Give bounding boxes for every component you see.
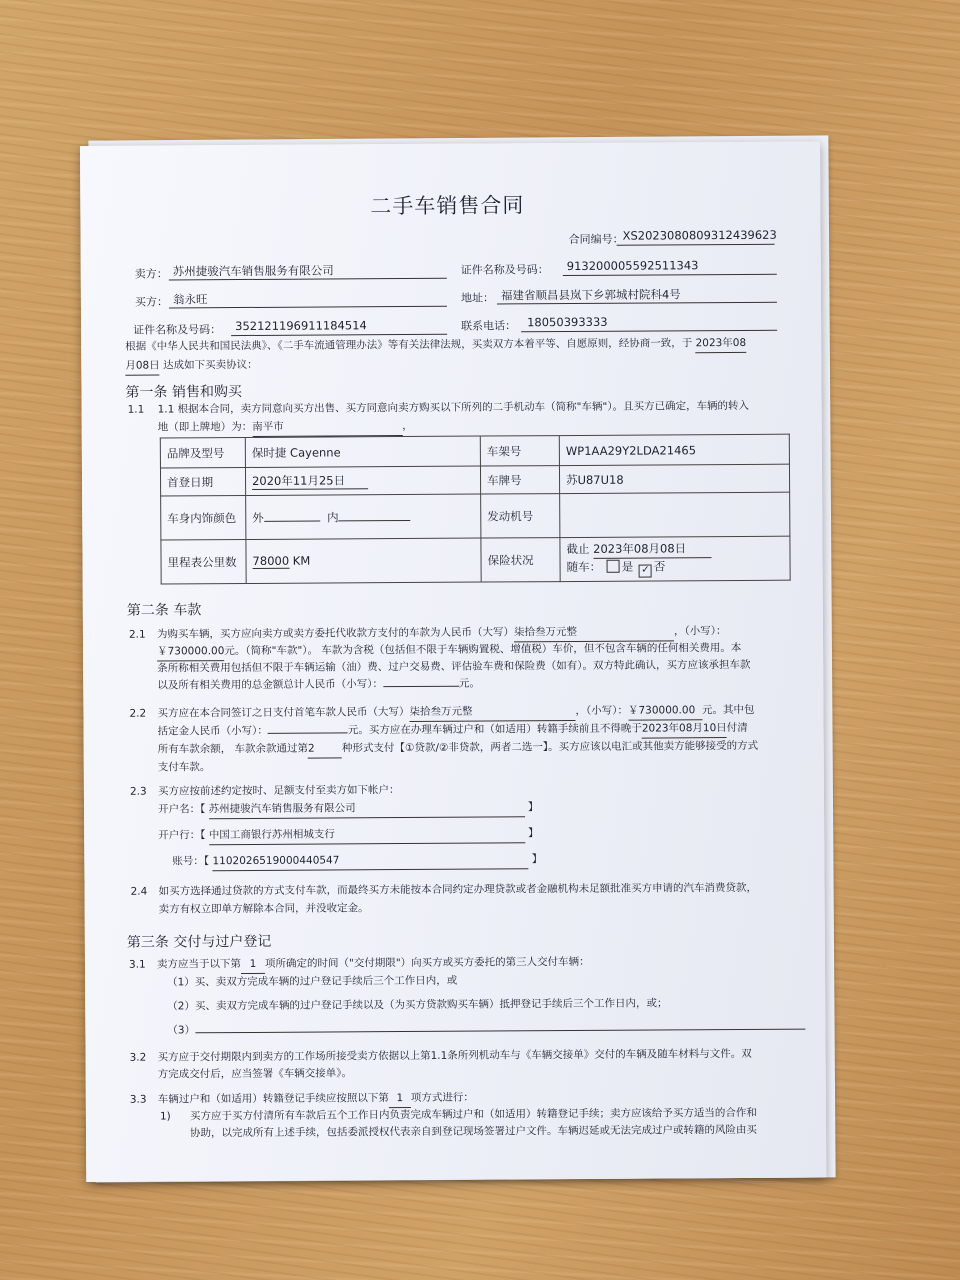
first-payment-cn: 柒拾叁万元整	[409, 703, 575, 722]
clause-2-2-line1: 买方应在本合同签订之日支付首笔车款人民币（大写）柒拾叁万元整 ，（小写）：￥730000.00 元。其中包	[157, 702, 754, 724]
clause-3-2-number: 3.2	[129, 1051, 147, 1064]
seller-cert-label: 证件名称及号码：	[460, 263, 549, 277]
article-2-heading: 第二条 车款	[126, 602, 202, 619]
brand-label: 品牌及型号	[160, 437, 245, 468]
reg-date-cell	[245, 466, 480, 495]
reg-date-value: 2020年11月25日	[252, 472, 368, 490]
buyer-label: 买方：	[134, 295, 168, 309]
article-3-heading: 第三条 交付与过户登记	[126, 933, 272, 951]
clause-2-1-line2: ￥730000.00元。（简称"车款"）。 车款为含税（包括但不限于车辆购置税、增值税）车价，但不包含车辆的任何相关费用。本	[157, 640, 741, 662]
buyer-value: 翁永旺	[172, 292, 208, 307]
delivery-option-3: （3）	[167, 1019, 805, 1040]
clause-3-1-number: 3.1	[128, 958, 146, 971]
with-car-yes-label: 是	[621, 559, 634, 574]
clause-3-2-line2: 方完成交付后，应当签署《车辆交接单》。	[157, 1067, 352, 1081]
buyer-cert-value: 352121196911184514	[235, 318, 367, 334]
clause-3-3-sub-line2: 协助，以完成所有上述手续，包括委派授权代表亲自到登记现场签署过户文件。车辆迟延或无法完成过户或转籍的风险由买	[189, 1123, 758, 1140]
mileage-value: 78000	[252, 553, 290, 568]
insurance-label: 保险状况	[481, 538, 560, 582]
clause-2-4-line1: 如买方选择通过贷款的方式支付车款，而最终买方未能按本合同约定办理贷款或者金融机构未足额批准买方申请的汽车消费贷款，	[158, 881, 758, 898]
clause-2-4-number: 2.4	[130, 885, 148, 898]
seller-label: 卖方：	[134, 267, 168, 281]
buyer-cert-label: 证件名称及号码：	[133, 323, 222, 337]
reg-date-label: 首登日期	[160, 467, 245, 496]
clause-2-4-line2: 卖方有权立即单方解除本合同，并没收定金。	[158, 902, 369, 916]
deposit-blank	[268, 732, 348, 733]
buyer-cert-line	[231, 334, 447, 336]
total-price-amount: ￥730000.00	[157, 643, 224, 661]
with-car-yes-checkbox[interactable]	[607, 560, 620, 573]
insurance-cell	[560, 536, 790, 581]
contract-no-value: XS2023080809312439623	[622, 227, 777, 243]
account-name-row: 开户名：【 苏州捷骏汽车销售服务有限公司 】	[158, 799, 539, 819]
mileage-label: 里程表公里数	[161, 539, 246, 584]
clause-2-3-number: 2.3	[129, 785, 147, 798]
delivery-option-3-blank	[195, 1029, 805, 1034]
plate-label: 车牌号	[480, 466, 559, 494]
clause-2-1-line4: 以及所有相关费用的总金额总计人民币（小写）： 元。	[157, 677, 481, 692]
outer-color-label: 外	[252, 510, 264, 525]
phone-line	[521, 330, 777, 333]
with-car-no-label: 否	[653, 559, 666, 574]
bank-row: 开户行：【 中国工商银行苏州相城支行 】	[158, 825, 539, 845]
clause-3-1-line1: 卖方应当于以下第 1 项所确定的时间（"交付期限"）向买方或买方委托的第三人交付车辆：	[157, 954, 590, 975]
preamble-line1: 根据《中华人民共和国民法典》、《二手车流通管理办法》等有关法律法规，买卖双方本着平等、自愿原则，经协商一致，于 2023年08	[125, 336, 747, 353]
destination-city: 南平市	[252, 418, 402, 437]
clause-2-1-line3: 条所称相关费用包括但不限于车辆运输（油）费、过户交易费、评估验车费和保险费（如有）。双方特此确认，买方应该承担车款	[157, 658, 751, 675]
inner-color-blank	[339, 519, 411, 520]
contract-page	[80, 141, 826, 1182]
color-label: 车身内饰颜色	[161, 495, 246, 540]
contract-title: 二手车销售合同	[370, 193, 525, 219]
delivery-option: 1	[241, 956, 265, 974]
account-no-value: 1102026519000440547	[212, 851, 528, 871]
delivery-option-1: （1）买、卖双方完成车辆的过户登记手续后三个工作日内，或	[167, 974, 458, 989]
mileage-cell	[246, 538, 481, 583]
bank-value: 中国工商银行苏州相城支行	[209, 825, 525, 845]
clause-2-2-line2: 括定金人民币（小写）： 元。买方应在办理车辆过户和（如适用）转籍手续前且不得晚于2023年08月10日付清	[157, 721, 748, 738]
account-no-row: 账号：【 1102026519000440547 】	[172, 851, 542, 871]
with-car-no-checkbox[interactable]: ✓	[639, 565, 652, 578]
clause-3-3-number: 3.3	[129, 1093, 147, 1106]
plate-value: 苏U87U18	[559, 464, 789, 493]
color-cell	[246, 494, 481, 539]
clause-1-1-number: 1.1	[127, 403, 145, 416]
vin-value: WP1AA29Y2LDA21465	[559, 434, 789, 465]
clause-3-2-line1: 买方应于交付期限内到卖方的工作场所接受卖方依据以上第1.1条所列机动车与《车辆交接单》交付的车辆及随车材料与文件。双	[157, 1047, 752, 1064]
buyer-line	[169, 306, 447, 309]
clause-3-3-sub-number: 1)	[159, 1110, 171, 1123]
brand-value: 保时捷 Cayenne	[245, 436, 480, 467]
preamble-line2: 月08日 达成如下买卖协议：	[125, 357, 257, 376]
clause-2-3-line1: 买方应按前述约定按时、足额支付至卖方如下帐户：	[157, 784, 400, 798]
engine-value	[560, 492, 790, 537]
engine-label: 发动机号	[481, 494, 560, 538]
delivery-option-2: （2）买、卖双方完成车辆的过户登记手续以及（为买方贷款购买车辆）抵押登记手续后三个工作日内，或；	[167, 997, 668, 1013]
clause-3-3-sub-line1: 买方应于买方付清所有车款后五个工作日内负责完成车辆过户和（如适用）转籍登记手续；卖方应该给予买方适当的合作和	[189, 1106, 757, 1123]
contract-no-line	[617, 244, 775, 246]
phone-value: 18050393333	[527, 314, 608, 330]
address-label: 地址：	[460, 291, 494, 305]
total-fees-blank	[383, 686, 459, 687]
agreement-date-a: 2023年08	[696, 335, 747, 353]
clause-2-2-number: 2.2	[129, 707, 147, 720]
clause-2-2-line4: 支付车款。	[157, 761, 211, 774]
clause-2-1-number: 2.1	[128, 628, 146, 641]
clause-2-2-line3: 所有车款余额， 车款余款通过第2 种形式支付【①贷款/②非贷款，两者二选一】。买方应该以电汇或其他卖方能够接受的方式	[158, 738, 759, 760]
transfer-option: 1	[389, 1090, 411, 1108]
account-name-value: 苏州捷骏汽车销售服务有限公司	[209, 799, 525, 819]
clause-2-1-line1: 为购买车辆，买方应向卖方或卖方委托代收款方支付的车款为人民币（大写）柒拾叁万元整 ，（小写）：	[156, 625, 727, 641]
seller-cert-line	[563, 274, 777, 276]
address-value: 福建省顺昌县岚下乡郭城村院科4号	[500, 287, 681, 303]
vehicle-info-table	[160, 434, 791, 585]
seller-value: 苏州捷骏汽车销售服务有限公司	[172, 263, 334, 279]
insurance-date: 2023年08月08日	[593, 540, 711, 559]
outer-color-blank	[264, 520, 320, 521]
contract-no-label: 合同编号：	[568, 232, 624, 247]
clause-1-1-line2: 地（即上牌地）为：南平市 ，	[158, 418, 413, 438]
article-1-heading: 第一条 销售和购买	[125, 384, 243, 401]
mileage-unit: KM	[292, 553, 311, 568]
clause-3-3-line1: 车辆过户和（如适用）转籍登记手续应按照以下第 1 项方式进行：	[158, 1090, 474, 1110]
inner-color-label: 内	[327, 509, 339, 524]
clause-1-1-line1: 1.1 根据本合同，卖方同意向买方出售、买方同意向卖方购买以下所列的二手机动车（简称"车辆"）。且买方已确定，车辆的转入	[157, 399, 750, 416]
agreement-date-b: 月08日	[125, 358, 159, 376]
payment-method: 2	[308, 740, 342, 758]
vin-label: 车架号	[480, 436, 559, 466]
total-price-cn: 柒拾叁万元整	[514, 623, 674, 642]
insurance-until-label: 截止	[566, 541, 590, 557]
phone-label: 联系电话：	[461, 319, 517, 333]
with-car-label: 随车：	[566, 559, 602, 575]
first-payment-amount: ￥730000.00	[628, 702, 702, 720]
seller-cert-value: 913200005592511343	[566, 258, 699, 274]
payment-deadline: 2023年08月10日	[642, 720, 727, 739]
